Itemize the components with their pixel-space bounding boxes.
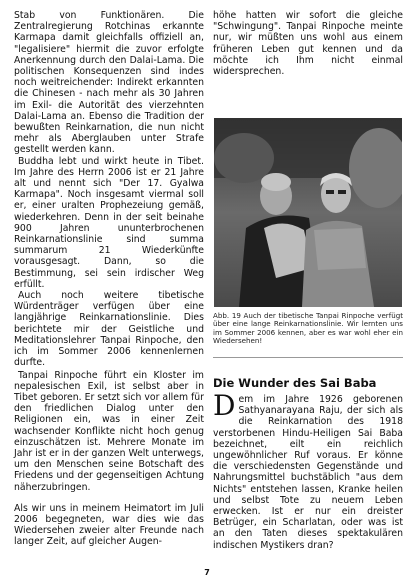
- right-column-bottom: [213, 389, 403, 551]
- section-heading: Die Wunder des Sai Baba: [213, 376, 377, 390]
- right-column-top: [213, 10, 403, 77]
- paragraph: Buddha lebt und wirkt heute in Tibet. Im Jahre des Herrn 2006 ist er 21 Jahre alt und nennt sich "Der 17. Gyalwa Karmapa". Noch insgesamt viermal soll er, einer uralten Prophezeiung gemäß, wiederkehren. Denn in der seit beinahe 900 Jahren ununterbrochenen Reinkarnationslinie sind summa summarum 21 Wiederkünfte vorausgesagt. Dann, so die Bestimmung, sei sein irdischer Weg erfüllt.: [14, 155, 204, 290]
- paragraph: em im Jahre 1926 geborenen Sathyanarayana Raju, der sich als die Reinkarnation des 1918 verstorbenen Hindu-Heiligen Sai Baba bezeichnet, eilt ein reichlich ungewöhnlicher Ruf voraus. Er könne die verschiedensten Gegenstände und Nahrungsmittel buchstäblich "aus dem Nichts" entstehen lassen, Kranke heilen und selbst Tote zu neuem Leben erwecken. Ist er nur ein dreister Betrüger, ein Scharlatan, oder was ist an den Taten dieses spektakulären indischen Mystikers dran?: [213, 394, 403, 551]
- photo: [214, 118, 402, 307]
- left-column: [14, 10, 204, 548]
- page-number: 7: [204, 568, 210, 577]
- figure-caption: Abb. 19 Auch der tibetische Tanpai Rinpoche verfügt über eine lange Reinkarnationslinie. Wir lernten uns im Sommer 2006 kennen, aber es war wohl eher ein Wiedersehen!: [213, 311, 403, 346]
- paragraph: Tanpai Rinpoche führt ein Kloster im nepalesischen Exil, ist selbst aber in Tibet geboren. Er setzt sich vor allem für den friedlichen Dialog unter den Religionen ein, was in einer Zeit wachsender Konflikte nicht hoch genug einzuschätzen ist. Mehrere Monate im Jahr ist er in der ganzen Welt unterwegs, um den Menschen seine Botschaft des Friedens und der gegenseitigen Achtung näherzubringen.: [14, 369, 204, 493]
- drop-cap: D: [213, 389, 236, 422]
- paragraph: Als wir uns in meinem Heimatort im Juli 2006 begegneten, war dies wie das Wiedersehen zweier alter Freunde nach langer Zeit, auf gleicher Augen-: [14, 502, 204, 548]
- paragraph: Auch noch weitere tibetische Würdenträger verfügen über eine langjährige Reinkarnationslinie. Dies berichtete mir der Geistliche und Meditationslehrer Tanpai Rinpoche, den ich im Sommer 2006 kennenlernen durfte.: [14, 290, 204, 369]
- divider: [213, 357, 403, 358]
- paragraph: Stab von Funktionären. Die Zentralregierung Rotchinas erkannte Karmapa damit gleichfalls offiziell an, "legalisiere" hiermit die zuvor erfolgte Anerkennung durch den Dalai-Lama. Die politischen Konsequenzen sind indes noch weitreichender: Indirekt erkannten die Chinesen - nach mehr als 30 Jahren im Exil- die Autorität des vierzehnten Dalai-Lama an. Ebenso die Tradition der bewußten Reinkarnation, die nun nicht mehr als Aberglauben unter Strafe gestellt werden kann.: [14, 10, 204, 156]
- paragraph: höhe hatten wir sofort die gleiche "Schwingung". Tanpai Rinpoche meinte nur, wir müßten uns wohl aus einem früheren Leben gut kennen und da möchte ich Ihm nicht einmal widersprechen.: [213, 10, 403, 78]
